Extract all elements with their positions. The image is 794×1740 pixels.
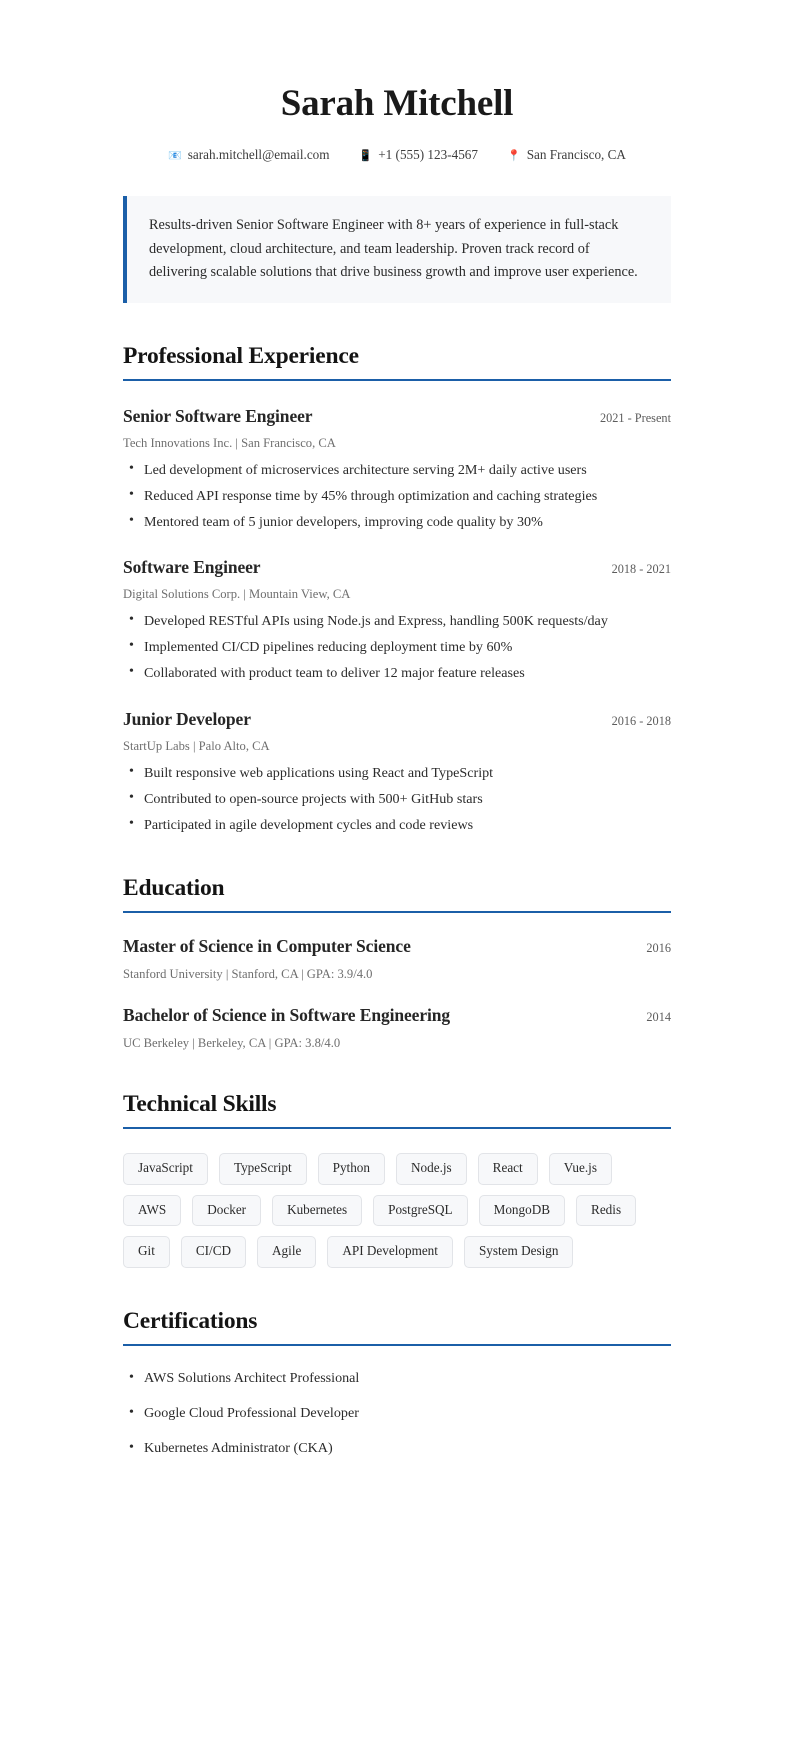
section-title-education: Education [123,875,225,902]
section-divider [123,911,671,913]
contact-email[interactable] [168,147,329,163]
skill-tag: Node.js [396,1153,467,1185]
job-bullet-list [123,763,671,836]
skill-tag: Python [318,1153,385,1185]
job-company-location: Digital Solutions Corp. | Mountain View, CA [123,587,351,602]
section-certifications [123,1308,671,1459]
contact-phone-text: +1 (555) 123-4567 [378,147,478,163]
job-company-location: StartUp Labs | Palo Alto, CA [123,738,270,753]
section-skills [123,1091,671,1268]
skill-tag: Agile [257,1236,316,1268]
job-bullet: • Participated in agile development cycles and code reviews [123,815,671,836]
education-entry [123,1005,671,1051]
section-experience [123,343,671,836]
skill-tag: Vue.js [549,1153,612,1185]
education-entry-header [123,1005,671,1026]
skill-tag: PostgreSQL [373,1195,467,1227]
contact-location-text: San Francisco, CA [526,147,626,163]
degree-title: Bachelor of Science in Software Engineering [123,1005,451,1026]
job-bullet: • Led development of microservices architecture serving 2M+ daily active users [123,460,671,481]
job-date-range: 2021 - Present [599,410,671,425]
skill-tag: React [478,1153,538,1185]
section-title-skills: Technical Skills [123,1091,277,1118]
degree-year: 2016 [646,941,671,956]
job-bullet: • Contributed to open-source projects with 500+ GitHub stars [123,789,671,810]
education-entry-header [123,936,671,957]
section-title-certifications: Certifications [123,1308,258,1334]
email-icon: 📧 [168,148,182,162]
skill-tag: MongoDB [479,1195,565,1227]
section-divider [123,1127,671,1129]
contact-location [507,147,626,163]
skill-tag: Docker [192,1195,261,1227]
section-divider [123,1344,671,1346]
candidate-name: Sarah Mitchell [280,83,514,124]
certification-item: • AWS Solutions Architect Professional [123,1368,671,1389]
job-bullet: • Implemented CI/CD pipelines reducing deployment time by 60% [123,637,671,658]
certification-item: • Google Cloud Professional Developer [123,1403,671,1424]
contact-phone[interactable] [359,147,478,163]
phone-icon: 📱 [358,148,373,162]
experience-entry-header [123,709,671,730]
job-bullet: • Collaborated with product team to deliver 12 major feature releases [123,663,671,684]
skill-tag: TypeScript [219,1153,307,1185]
job-bullet-list [123,460,671,533]
school-location-gpa: UC Berkeley | Berkeley, CA | GPA: 3.8/4.0 [123,1036,341,1051]
section-education [123,875,671,1051]
skill-tag: AWS [123,1195,181,1227]
skill-tag: CI/CD [181,1236,246,1268]
job-company-location: Tech Innovations Inc. | San Francisco, CA [123,435,336,450]
contact-row [123,147,671,163]
degree-year: 2014 [646,1010,671,1025]
job-title: Software Engineer [123,557,261,578]
skill-tag-list [123,1153,671,1268]
skill-tag: Kubernetes [272,1195,362,1227]
job-title: Senior Software Engineer [123,405,313,426]
resume-header [123,58,671,163]
skill-tag: JavaScript [123,1153,208,1185]
certification-list [123,1368,671,1459]
location-pin-icon: 📍 [506,148,521,162]
experience-entry [123,406,671,533]
experience-entry-header [123,406,671,427]
job-bullet: • Reduced API response time by 45% through optimization and caching strategies [123,486,671,507]
experience-entry [123,709,671,836]
job-bullet: • Built responsive web applications using React and TypeScript [123,763,671,784]
section-title-experience: Professional Experience [123,342,359,369]
contact-email-text: sarah.mitchell@email.com [187,147,330,163]
certification-item: • Kubernetes Administrator (CKA) [123,1438,671,1459]
job-date-range: 2018 - 2021 [611,562,671,577]
degree-title: Master of Science in Computer Science [123,936,411,957]
skill-tag: System Design [464,1236,574,1268]
job-bullet: • Developed RESTful APIs using Node.js and Express, handling 500K requests/day [123,611,671,632]
skill-tag: Git [123,1236,170,1268]
education-entry [123,936,671,982]
job-bullet: • Mentored team of 5 junior developers, improving code quality by 30% [123,512,671,533]
skill-tag: API Development [327,1236,453,1268]
job-title: Junior Developer [123,708,251,729]
job-bullet-list [123,611,671,684]
skill-tag: Redis [576,1195,636,1227]
job-date-range: 2016 - 2018 [611,713,671,728]
professional-summary: Results-driven Senior Software Engineer with 8+ years of experience in full-stack development, cloud architecture, and team leadership. Proven track record of delivering scalable solutions that drive business growth and improve user experience. [123,196,671,302]
experience-entry [123,557,671,684]
school-location-gpa: Stanford University | Stanford, CA | GPA: 3.9/4.0 [123,967,373,982]
section-divider [123,379,671,381]
experience-entry-header [123,557,671,578]
